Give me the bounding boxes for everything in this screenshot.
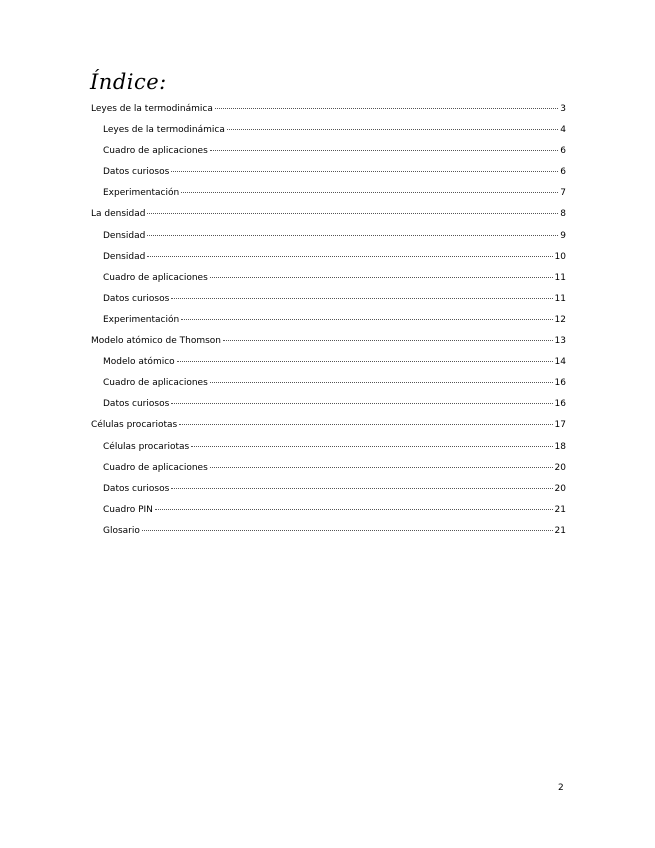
toc-dot-leader <box>171 488 552 489</box>
toc-entry-label: Leyes de la termodinámica <box>91 104 213 114</box>
page-number: 2 <box>558 783 564 793</box>
toc-dot-leader <box>147 213 558 214</box>
toc-entry-page-number: 20 <box>554 483 566 494</box>
table-of-contents <box>91 102 566 545</box>
toc-dot-leader <box>181 192 558 193</box>
toc-entry-page-number: 6 <box>560 167 566 178</box>
toc-entry-label: Glosario <box>103 525 140 536</box>
toc-dot-leader <box>155 509 553 510</box>
toc-dot-leader <box>171 298 552 299</box>
toc-dot-leader <box>181 319 552 320</box>
toc-subsection-entry[interactable] <box>91 482 566 503</box>
toc-entry-label: Cuadro de aplicaciones <box>103 146 208 157</box>
toc-subsection-entry[interactable] <box>91 503 566 524</box>
toc-entry-page-number: 6 <box>560 146 566 157</box>
toc-entry-page-number: 9 <box>560 230 566 241</box>
toc-section-entry[interactable] <box>91 418 566 439</box>
toc-dot-leader <box>210 467 553 468</box>
toc-entry-label: Modelo atómico de Thomson <box>91 336 222 347</box>
toc-subsection-entry[interactable] <box>91 123 566 144</box>
toc-entry-page-number: 21 <box>554 525 566 536</box>
toc-entry-label: Experimentación <box>103 314 180 325</box>
toc-entry-page-number: 8 <box>560 209 566 220</box>
toc-entry-page-number: 14 <box>554 357 566 368</box>
toc-subsection-entry[interactable] <box>91 186 566 207</box>
toc-dot-leader <box>142 530 553 531</box>
toc-entry-label: Cuadro PIN <box>103 504 153 515</box>
toc-subsection-entry[interactable] <box>91 376 566 397</box>
toc-subsection-entry[interactable] <box>91 461 566 482</box>
toc-entry-page-number: 18 <box>554 441 566 452</box>
toc-subsection-entry[interactable] <box>91 144 566 165</box>
toc-entry-label: Modelo atómico <box>103 357 175 368</box>
toc-entry-page-number: 17 <box>554 420 566 431</box>
toc-subsection-entry[interactable] <box>91 229 566 250</box>
toc-entry-label: Densidad <box>103 251 146 262</box>
toc-entry-label: Células procariotas <box>91 420 178 431</box>
toc-dot-leader <box>191 446 552 447</box>
toc-entry-page-number: 11 <box>554 293 566 304</box>
toc-entry-label: Leyes de la termodinámica <box>103 125 225 136</box>
toc-entry-page-number: 16 <box>554 378 566 389</box>
toc-entry-label: Densidad <box>103 230 146 241</box>
toc-entry-label: Cuadro de aplicaciones <box>103 462 208 473</box>
toc-subsection-entry[interactable] <box>91 250 566 271</box>
toc-entry-page-number: 11 <box>554 272 566 283</box>
toc-section-entry[interactable] <box>91 102 566 123</box>
toc-subsection-entry[interactable] <box>91 397 566 418</box>
toc-dot-leader <box>227 129 558 130</box>
toc-section-entry[interactable] <box>91 207 566 228</box>
toc-entry-page-number: 20 <box>554 462 566 473</box>
toc-entry-label: Datos curiosos <box>103 399 170 410</box>
toc-dot-leader <box>147 256 552 257</box>
toc-dot-leader <box>179 424 552 425</box>
toc-entry-label: Cuadro de aplicaciones <box>103 378 208 389</box>
toc-section-entry[interactable] <box>91 334 566 355</box>
toc-dot-leader <box>171 171 558 172</box>
toc-dot-leader <box>210 150 558 151</box>
toc-entry-label: Datos curiosos <box>103 167 170 178</box>
toc-entry-label: Células procariotas <box>103 441 190 452</box>
toc-subsection-entry[interactable] <box>91 524 566 545</box>
toc-subsection-entry[interactable] <box>91 313 566 334</box>
toc-dot-leader <box>223 340 553 341</box>
toc-entry-page-number: 12 <box>554 314 566 325</box>
toc-entry-page-number: 10 <box>554 251 566 262</box>
toc-dot-leader <box>171 403 552 404</box>
toc-subsection-entry[interactable] <box>91 292 566 313</box>
toc-entry-page-number: 13 <box>554 336 566 347</box>
toc-entry-label: Cuadro de aplicaciones <box>103 272 208 283</box>
toc-entry-label: Datos curiosos <box>103 483 170 494</box>
toc-dot-leader <box>215 108 558 109</box>
toc-dot-leader <box>177 361 553 362</box>
page-title: Índice: <box>90 70 167 94</box>
toc-dot-leader <box>210 382 553 383</box>
toc-entry-label: Experimentación <box>103 188 180 199</box>
toc-entry-label: Datos curiosos <box>103 293 170 304</box>
toc-dot-leader <box>147 235 558 236</box>
toc-entry-page-number: 21 <box>554 504 566 515</box>
toc-entry-page-number: 4 <box>560 125 566 136</box>
toc-entry-page-number: 16 <box>554 399 566 410</box>
toc-entry-page-number: 3 <box>560 104 566 114</box>
toc-dot-leader <box>210 277 553 278</box>
toc-entry-page-number: 7 <box>560 188 566 199</box>
toc-subsection-entry[interactable] <box>91 165 566 186</box>
toc-subsection-entry[interactable] <box>91 355 566 376</box>
toc-subsection-entry[interactable] <box>91 440 566 461</box>
toc-entry-label: La densidad <box>91 209 146 220</box>
toc-subsection-entry[interactable] <box>91 271 566 292</box>
